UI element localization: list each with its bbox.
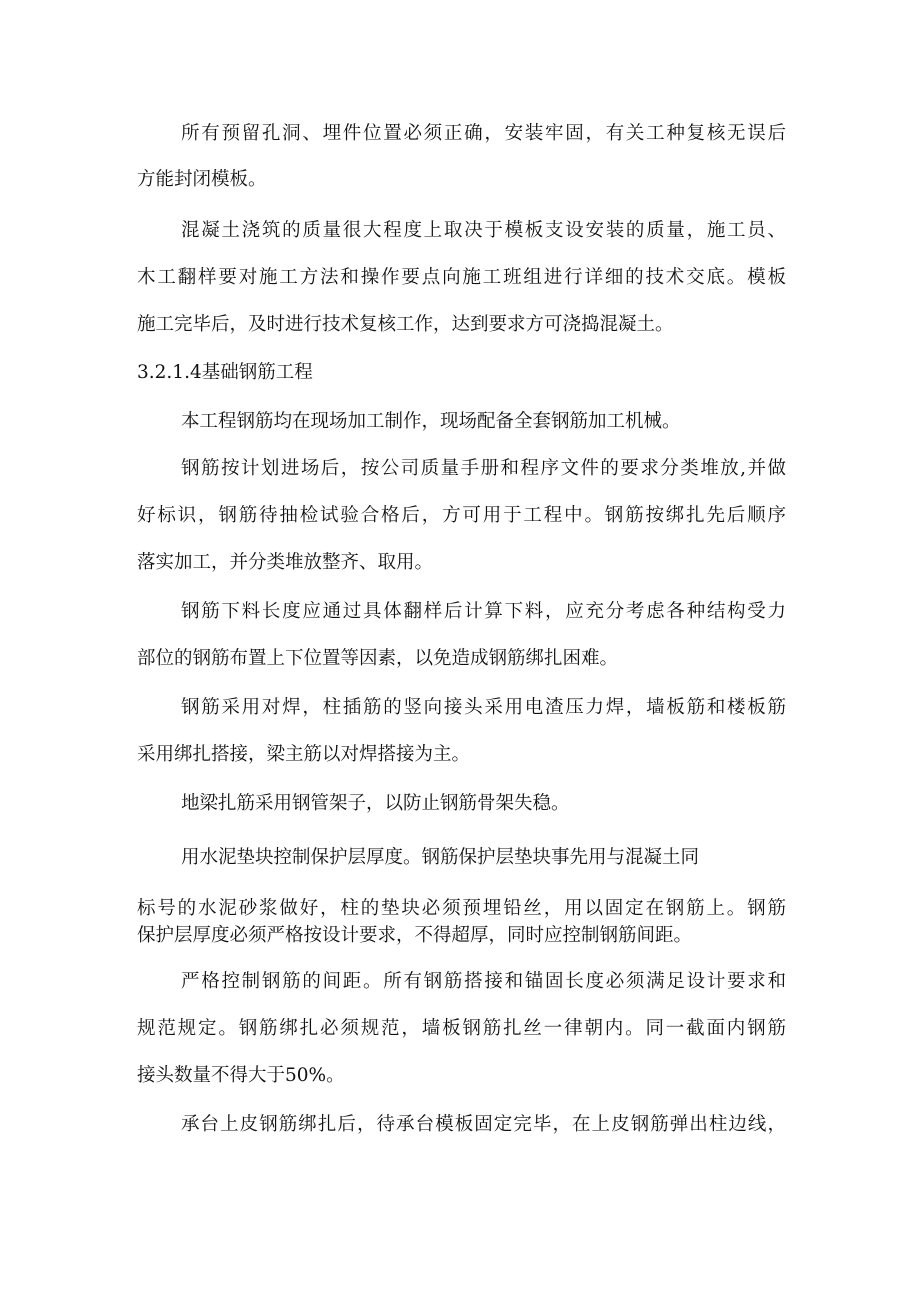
- text-line: 混凝土浇筑的质量很大程度上取决于模板支设安装的质量，施工员、: [181, 220, 786, 241]
- text-line: 钢筋下料长度应通过具体翻样后计算下料，应充分考虑各种结构受力: [181, 601, 786, 622]
- text-line: 所有预留孔洞、埋件位置必须正确，安装牢固，有关工种复核无误后: [181, 123, 786, 144]
- text-line: 落实加工，并分类堆放整齐、取用。: [137, 552, 434, 573]
- text-line: 承台上皮钢筋绑扎后，待承台模板固定完毕，在上皮钢筋弹出柱边线，: [181, 1114, 786, 1135]
- text-line: 规范规定。钢筋绑扎必须规范，墙板钢筋扎丝一律朝内。同一截面内钢筋: [137, 1018, 786, 1039]
- text-line: 地梁扎筋采用钢管架子，以防止钢筋骨架失稳。: [181, 793, 570, 814]
- text-line: 严格控制钢筋的间距。所有钢筋搭接和锚固长度必须满足设计要求和: [181, 971, 786, 992]
- text-line: 标号的水泥砂浆做好，柱的垫块必须预埋铅丝，用以固定在钢筋上。钢筋: [137, 898, 786, 919]
- section-heading: 3.2.1.4基础钢筋工程: [137, 362, 313, 383]
- text-line: 采用绑扎搭接，梁主筋以对焊搭接为主。: [137, 744, 471, 765]
- text-line: 钢筋按计划进场后，按公司质量手册和程序文件的要求分类堆放,并做: [181, 458, 786, 479]
- text-line: 本工程钢筋均在现场加工制作，现场配备全套钢筋加工机械。: [181, 411, 681, 432]
- text-line: 部位的钢筋布置上下位置等因素，以免造成钢筋绑扎困难。: [137, 648, 619, 669]
- text-line: 钢筋采用对焊，柱插筋的竖向接头采用电渣压力焊，墙板筋和楼板筋: [181, 697, 786, 718]
- text-line: 好标识，钢筋待抽检试验合格后，方可用于工程中。钢筋按绑扎先后顺序: [137, 505, 786, 526]
- text-line: 施工完毕后，及时进行技术复核工作，达到要求方可浇捣混凝土。: [137, 314, 674, 335]
- text-line: 木工翻样要对施工方法和操作要点向施工班组进行详细的技术交底。模板: [137, 267, 786, 288]
- text-line: 接头数量不得大于50%。: [137, 1065, 345, 1086]
- text-line: 用水泥垫块控制保护层厚度。钢筋保护层垫块事先用与混凝土同: [181, 847, 700, 868]
- text-line: 方能封闭模板。: [137, 169, 267, 190]
- text-line: 保护层厚度必须严格按设计要求，不得超厚，同时应控制钢筋间距。: [137, 925, 693, 946]
